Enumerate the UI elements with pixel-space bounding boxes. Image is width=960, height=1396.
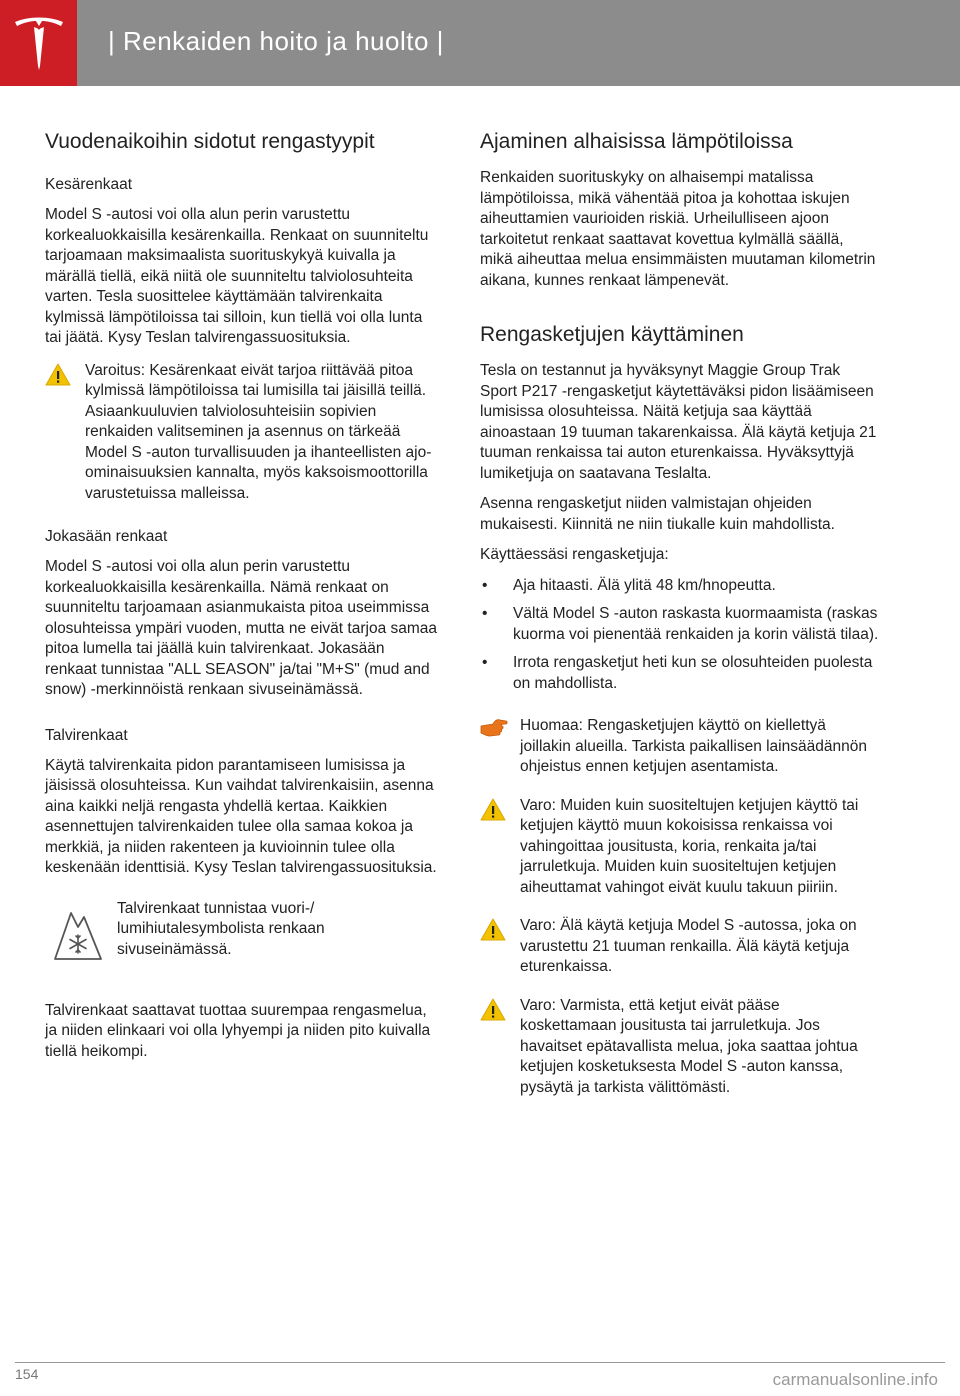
warning-triangle-icon <box>480 798 506 828</box>
right-column <box>480 128 880 1110</box>
tesla-logo-icon <box>13 16 65 72</box>
bullet-icon: • <box>482 654 488 671</box>
pointing-hand-icon <box>480 718 508 745</box>
warning-text: Varoitus: Kesärenkaat eivät tarjoa riittävää pitoa kylmissä lämpötiloissa tai lumisilla tai jäisillä teillä. Asiaankuuluvien talviolosuhteisiin sopivien renkaiden valitseminen ja asennus on tärkeää Model S -auton turvallisuuden ja ihanteellisten ajo-ominaisuuksien kannalta, myös kaksoismoottorilla varustetuissa malleissa. <box>85 361 432 502</box>
tire-chains-bullet-list <box>480 576 880 695</box>
note-text: Huomaa: Rengasketjujen käyttö on kiellettyä joillakin alueilla. Tarkista paikallisen lainsäädännön ohjeistus ennen ketjujen asentamista. <box>520 717 867 775</box>
bullet-icon: • <box>482 605 488 622</box>
page-header <box>0 0 960 86</box>
caution-text: Varo: Älä käytä ketjuja Model S -autossa, joka on varustettu 21 tuuman renkailla. Älä käytä ketjuja eturenkaissa. <box>520 917 857 975</box>
caution-text: Varo: Varmista, että ketjut eivät pääse koskettamaan jousitusta tai jarruletkuja. Jos havaitset epätavallista melua, joka saattaa johtua ketjujen kosketuksesta Model S -auton kanssa, pysäytä ja tarkista välittömästi. <box>520 996 858 1096</box>
warning-triangle-icon <box>45 363 71 393</box>
tesla-logo <box>0 0 77 86</box>
winter-tires-subheading: Talvirenkaat <box>45 726 128 744</box>
winter-tires-body: Käytä talvirenkaita pidon parantamiseen lumisissa ja jäisissä olosuhteissa. Kun vaihdat talvirenkaisiin, asenna aina kaikki neljä rengasta yhdellä kertaa. Kaikkien asennettujen talvirenkaiden tulee olla samaa kokoa ja merkkiä, ja niiden rakenteen ja kuvioinnin tulee olla keskenään identtisiä. Kysy Teslan talvirengassuosituksia. <box>45 756 437 876</box>
tire-chains-body-1: Tesla on testannut ja hyväksynyt Maggie Group Trak Sport P217 -rengasketjut käytettäväksi pidon lisäämiseen lumisissa olosuhteissa. Näitä ketjuja saa käyttää ainoastaan 19 tuuman takarenkaissa. Älä käytä ketjuja 21 tuuman renkaissa tai auton eturenkaissa. Hyväksyttyjä lumiketjuja on saatavana Teslalta. <box>480 362 877 482</box>
summer-tires-warning <box>45 361 440 505</box>
seasonal-tires-heading: Vuodenaikoihin sidotut rengastyypit <box>45 130 375 153</box>
bullet-icon: • <box>482 576 488 594</box>
warning-triangle-icon <box>480 998 506 1028</box>
watermark: carmanualsonline.info <box>772 1370 938 1389</box>
tire-chains-heading: Rengasketjujen käyttäminen <box>480 323 744 346</box>
winter-symbol-note <box>45 899 440 979</box>
winter-symbol-text: Talvirenkaat tunnistaa vuori-/ lumihiutalesymbolista renkaan sivuseinämässä. <box>117 899 325 958</box>
chains-note <box>480 716 880 778</box>
mountain-snowflake-icon <box>53 905 103 968</box>
summer-tires-body: Model S -autosi voi olla alun perin varustettu korkealuokkaisilla kesärenkailla. Renkaat on suunniteltu tarjoamaan maksimaalista suorituskykyä kuivalla ja märällä tiellä, eikä niitä ole suunniteltu talviolosuhteita varten. Tesla suosittelee käyttämään talvirenkaita kylmissä lämpötiloissa tai silloin, kun tiellä voi olla lunta tai jäätä. Kysy Teslan talvirengassuosituksia. <box>45 206 429 346</box>
cold-weather-body: Renkaiden suorituskyky on alhaisempi matalissa lämpötiloissa, mikä vähentää pitoa ja kohottaa iskujen aiheuttamien vaurioiden riskiä. Urheilulliseen ajoon tarkoitetut renkaat saattavat kovettua kylmällä säällä, mikä aiheuttaa melua ensimmäisten muutaman kilometrin aikana, kunnes renkaat lämpenevät. <box>480 169 876 289</box>
footer-divider <box>15 1362 945 1363</box>
winter-tires-closing: Talvirenkaat saattavat tuottaa suurempaa rengasmelua, ja niiden elinkaari voi olla lyhyempi ja niiden pito kuivalla tiellä heikompi. <box>45 1001 431 1060</box>
allseason-tires-body: Model S -autosi voi olla alun perin varustettu korkealuokkaisilla kesärenkailla. Nämä renkaat on suunniteltu tarjoamaan asianmukaista pitoa useimmissa olosuhteissa ympäri vuoden, mutta ne eivät tarjoa samaa pitoa lumella tai jäällä kuin talvirenkaat. Jokasään renkaat tunnistaa "ALL SEASON" ja/tai "M+S" (mud and snow) -merkinnöistä renkaan sivuseinämässä. <box>45 558 438 698</box>
chains-caution-2 <box>480 916 880 978</box>
tire-chains-body-2: Asenna rengasketjut niiden valmistajan ohjeiden mukaisesti. Kiinnitä ne niin tiukalle kuin mahdollista. <box>480 495 835 533</box>
left-column <box>45 128 440 1072</box>
chapter-title: | Renkaiden hoito ja huolto | <box>108 26 444 56</box>
caution-text: Varo: Muiden kuin suositeltujen ketjujen käyttö tai ketjujen käyttö muun kokoisissa renkaissa voi vahingoittaa jousitusta, koria, renkaita ja/tai jarruletkuja. Muiden kuin suositeltujen ketjujen aiheuttamat vahingot eivät kuulu takuun piiriin. <box>520 796 859 896</box>
list-item: • Irrota rengasketjut heti kun se olosuhteiden puolesta on mahdollista. <box>482 654 873 692</box>
cold-weather-heading: Ajaminen alhaisissa lämpötiloissa <box>480 130 793 153</box>
list-item: • Aja hitaasti. Älä ylitä 48 km/hnopeutta. <box>480 576 880 597</box>
summer-tires-subheading: Kesärenkaat <box>45 176 133 193</box>
chains-caution-3 <box>480 996 880 1099</box>
list-item: • Vältä Model S -auton raskasta kuormaamista (raskas kuorma voi pienentää renkaiden ja korin välistä tilaa). <box>482 605 879 643</box>
chains-caution-1 <box>480 796 880 899</box>
page-number: 154 <box>15 1366 39 1382</box>
tire-chains-list-intro: Käyttäessäsi rengasketjuja: <box>480 546 669 563</box>
warning-triangle-icon <box>480 918 506 948</box>
allseason-tires-subheading: Jokasään renkaat <box>45 528 168 545</box>
